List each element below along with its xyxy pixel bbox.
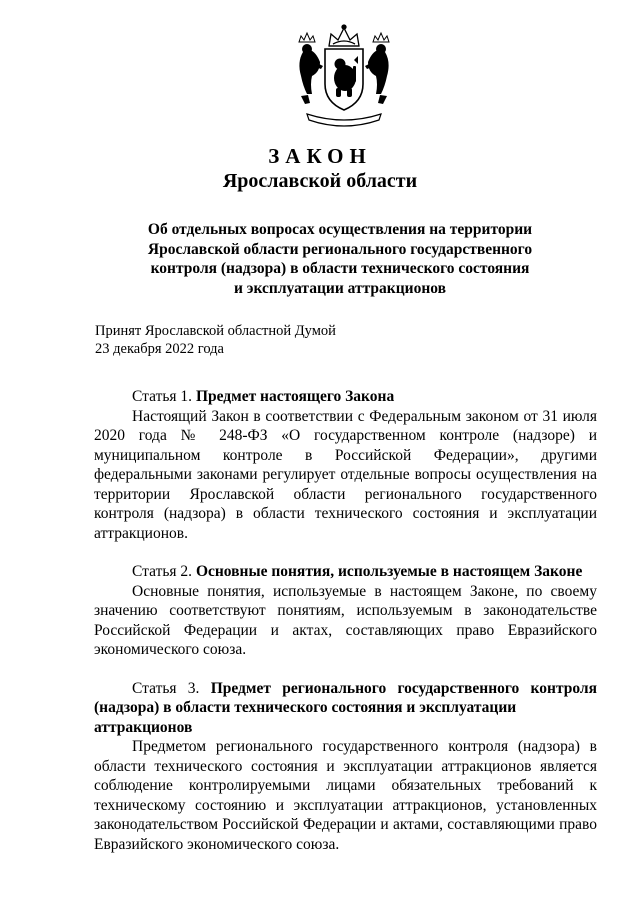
law-body xyxy=(94,387,597,873)
article-title: Основные понятия, используемые в настоящем Законе xyxy=(195,563,583,580)
article-3 xyxy=(94,679,597,855)
article-label: Статья 2. xyxy=(132,563,193,580)
crown-icon xyxy=(329,25,359,46)
right-supporter-icon xyxy=(365,44,389,104)
adoption-date: 23 декабря 2022 года xyxy=(95,341,224,357)
left-supporter-icon xyxy=(299,44,323,104)
article-paragraph: Предметом регионального государственного контроля (надзора) в области технического состояния и эксплуатации аттракционов является соблюдение контролируемыми лицами обязательных требований к техническому состоянию и эксплуатации аттракционов, установленных законодательством Российской Федерации и актами, составляющими право Евразийского экономического союза. xyxy=(94,738,597,853)
article-heading xyxy=(94,562,597,582)
article-2 xyxy=(94,562,597,660)
article-title: Предмет регионального государственного контроля (надзора) в области технического состояния и эксплуатации xyxy=(94,679,597,716)
adoption-note xyxy=(95,322,495,358)
article-title-end: аттракционов xyxy=(94,718,193,736)
law-title xyxy=(130,220,550,298)
coat-of-arms-emblem xyxy=(291,22,397,130)
article-title: Предмет настоящего Закона xyxy=(195,388,395,405)
law-title-line: Ярославской области регионального государственного xyxy=(147,240,533,258)
document-type: ЗАКОН xyxy=(268,144,372,168)
article-label: Статья 1. xyxy=(132,388,193,405)
article-paragraph: Настоящий Закон в соответствии с Федеральным законом от 31 июля 2020 года № 248-ФЗ «О государственном контроле (надзоре) и муниципальном контроле в Российской Федерации», другими федеральными законами регулирует отдельные вопросы осуществления на территории Ярославской области регионального государственного контроля (надзора) в области технического состояния и эксплуатации аттракционов. xyxy=(94,407,597,542)
law-title-line: и эксплуатации аттракционов xyxy=(233,279,446,297)
law-title-line: Об отдельных вопросах осуществления на территории xyxy=(147,221,533,238)
adoption-body: Принят Ярославской областной Думой xyxy=(95,323,336,339)
region-name: Ярославской области xyxy=(222,170,418,192)
law-title-line: контроля (надзора) в области технического состояния xyxy=(150,260,530,277)
article-paragraph: Основные понятия, используемые в настоящем Законе, по своему значению соответствуют понятиям, используемым в законодательстве Российской Федерации и актах, составляющих право Евразийского экономического союза. xyxy=(94,582,597,658)
article-heading xyxy=(94,679,597,738)
article-label: Статья 3. xyxy=(132,679,200,697)
article-heading xyxy=(94,387,597,407)
article-1 xyxy=(94,387,597,543)
ribbon-icon xyxy=(307,114,381,126)
